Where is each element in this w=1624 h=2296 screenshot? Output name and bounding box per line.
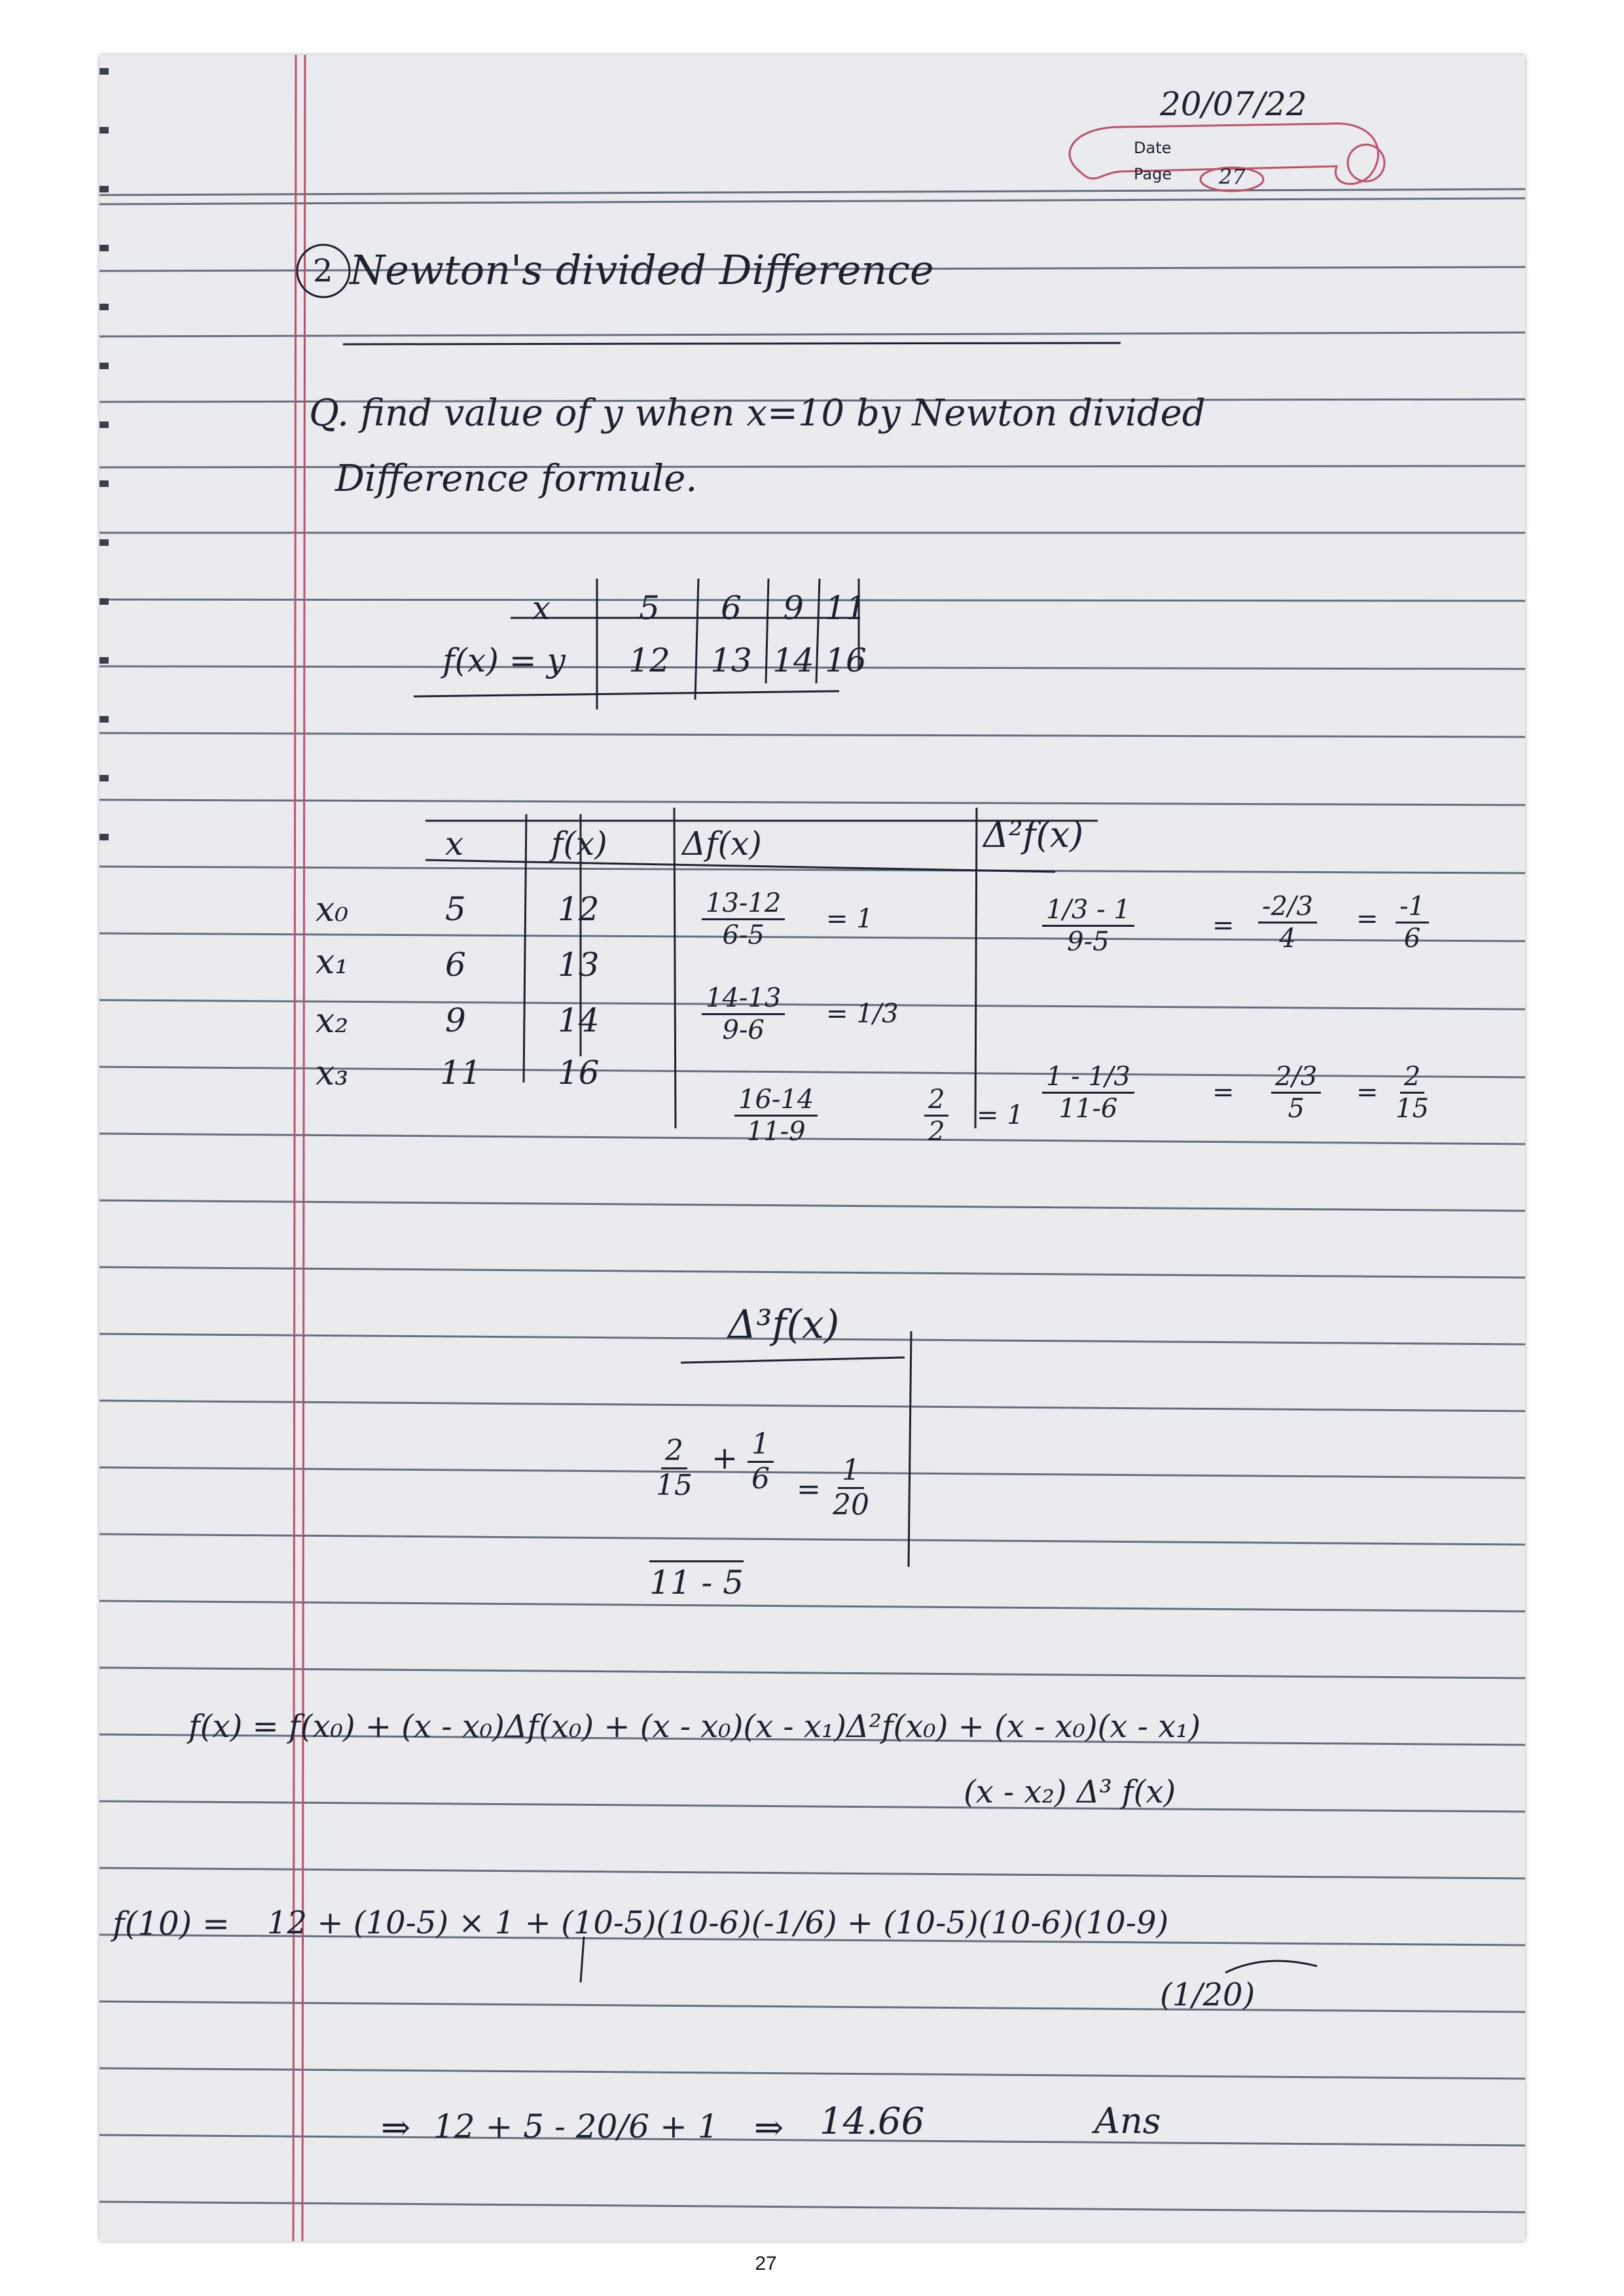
first-diff-denominator: 9-6 xyxy=(722,1015,765,1045)
substitution-lhs: f(10) = xyxy=(113,1905,230,1943)
date-text: 20/07/22 xyxy=(1160,85,1307,123)
first-diff-simplified xyxy=(924,1086,948,1145)
question-line-2: Difference formule. xyxy=(335,457,698,500)
x-value: 9 xyxy=(445,1001,466,1039)
third-diff-term-b-denominator: 6 xyxy=(751,1462,770,1496)
answer-arrow: ⇒ xyxy=(754,2107,784,2148)
third-diff-result-numerator: 1 xyxy=(838,1456,864,1489)
third-diff-term-b-numerator: 1 xyxy=(748,1429,774,1463)
first-diff-numerator: 13-12 xyxy=(702,889,785,920)
second-diff-result-fraction xyxy=(1396,893,1429,952)
given-table-x-cell: 9 xyxy=(783,589,804,627)
spiral-binding xyxy=(99,68,109,840)
given-table-y-cell: 16 xyxy=(825,641,867,679)
substitution-line-2: (1/20) xyxy=(1160,1977,1255,2013)
fx-value: 13 xyxy=(558,946,600,984)
notebook-page xyxy=(99,55,1525,2241)
plus-sign: + xyxy=(712,1440,738,1477)
second-diff-numerator: 1/3 - 1 xyxy=(1042,896,1134,927)
equals-sign: = xyxy=(1212,910,1235,941)
second-diff-result-numerator: 2 xyxy=(1400,1063,1424,1094)
third-diff-term-a-denominator: 15 xyxy=(656,1469,693,1503)
second-diff-mid-denominator: 5 xyxy=(1288,1094,1305,1124)
answer-arrow: ⇒ xyxy=(381,2107,411,2148)
first-diff-fraction xyxy=(702,889,785,949)
row-label: x₃ xyxy=(316,1054,349,1093)
fx-value: 14 xyxy=(558,1001,600,1039)
page-title: Newton's divided Difference xyxy=(350,246,934,294)
third-diff-denominator: 11 - 5 xyxy=(649,1560,744,1599)
first-diff-result: = 1/3 xyxy=(826,999,899,1029)
first-diff-fraction xyxy=(702,984,785,1044)
page-number: 27 xyxy=(755,2253,777,2274)
second-diff-mid-numerator: 2/3 xyxy=(1271,1063,1321,1094)
second-diff-result-denominator: 6 xyxy=(1403,924,1421,954)
given-table-y-label: f(x) = y xyxy=(442,641,566,679)
col-header-second-diff: Δ²f(x) xyxy=(983,814,1084,855)
second-diff-denominator: 11-6 xyxy=(1058,1094,1118,1124)
formula-line-1: f(x) = f(x₀) + (x - x₀)Δf(x₀) + (x - x₀)(x - x₁)Δ²f(x₀) + (x - x₀)(x - x₁) xyxy=(189,1708,1201,1745)
first-diff-simplified-denominator: 2 xyxy=(928,1117,945,1147)
second-diff-result-fraction xyxy=(1396,1063,1429,1122)
first-diff-simplified-numerator: 2 xyxy=(924,1086,948,1117)
second-diff-mid-fraction xyxy=(1258,893,1317,952)
col-header-x: x xyxy=(445,825,464,863)
title-number: 2 xyxy=(313,253,333,289)
second-diff-fraction xyxy=(1042,1063,1134,1122)
first-diff-fraction xyxy=(734,1086,818,1145)
given-table-y-cell: 12 xyxy=(628,641,670,679)
first-diff-numerator: 14-13 xyxy=(702,984,785,1015)
fx-value: 12 xyxy=(558,890,600,928)
given-table-x-cell: 5 xyxy=(639,589,660,627)
col-header-fx: f(x) xyxy=(551,825,607,863)
x-value: 11 xyxy=(440,1054,482,1092)
equals-sign: = xyxy=(1356,904,1379,934)
third-diff-term-b xyxy=(748,1429,774,1494)
second-diff-mid-fraction xyxy=(1271,1063,1321,1122)
question-line-1: Q. find value of y when x=10 by Newton divided xyxy=(309,392,1206,435)
equals-sign: = xyxy=(1212,1077,1235,1107)
row-label: x₀ xyxy=(316,890,349,929)
row-label: x₂ xyxy=(316,1001,349,1041)
first-diff-denominator: 11-9 xyxy=(746,1117,806,1147)
substitution-line-1: 12 + (10-5) × 1 + (10-5)(10-6)(-1/6) + (10-5)(10-6)(10-9) xyxy=(267,1905,1169,1941)
first-diff-result: = 1 xyxy=(977,1100,1024,1130)
first-diff-result: = 1 xyxy=(826,904,873,934)
row-label: x₁ xyxy=(316,942,349,982)
equals-sign: = xyxy=(1356,1077,1379,1107)
first-diff-numerator: 16-14 xyxy=(734,1086,818,1117)
third-diff-term-a xyxy=(656,1436,693,1501)
second-diff-fraction xyxy=(1042,896,1134,956)
second-diff-result-numerator: -1 xyxy=(1396,893,1429,924)
answer-value: 14.66 xyxy=(820,2100,925,2143)
second-diff-mid-denominator: 4 xyxy=(1279,924,1296,954)
third-diff-header: Δ³f(x) xyxy=(728,1302,840,1348)
given-table-y-cell: 14 xyxy=(772,641,814,679)
fx-value: 16 xyxy=(558,1054,600,1092)
given-table-y-cell: 13 xyxy=(710,641,752,679)
page-label: Page xyxy=(1134,165,1172,183)
first-diff-denominator: 6-5 xyxy=(722,920,765,950)
given-table-x-cell: 11 xyxy=(825,589,867,627)
given-table-x-label: x xyxy=(532,589,551,627)
x-value: 5 xyxy=(445,890,466,928)
answer-expression: 12 + 5 - 20/6 + 1 xyxy=(433,2108,719,2145)
second-diff-result-denominator: 15 xyxy=(1396,1094,1429,1124)
third-diff-term-a-numerator: 2 xyxy=(661,1436,687,1469)
second-diff-mid-numerator: -2/3 xyxy=(1258,893,1317,924)
given-table-x-cell: 6 xyxy=(721,589,742,627)
third-diff-result-denominator: 20 xyxy=(833,1488,869,1522)
col-header-first-diff: Δf(x) xyxy=(682,825,762,863)
date-label: Date xyxy=(1134,139,1172,157)
second-diff-denominator: 9-5 xyxy=(1067,927,1110,957)
third-diff-result xyxy=(833,1456,869,1520)
second-diff-numerator: 1 - 1/3 xyxy=(1042,1063,1134,1094)
equals-sign: = xyxy=(797,1473,821,1506)
x-value: 6 xyxy=(445,946,466,984)
page-number-field: 27 xyxy=(1219,164,1246,189)
answer-suffix: Ans xyxy=(1094,2100,1161,2142)
formula-line-2: (x - x₂) Δ³ f(x) xyxy=(964,1774,1176,1810)
